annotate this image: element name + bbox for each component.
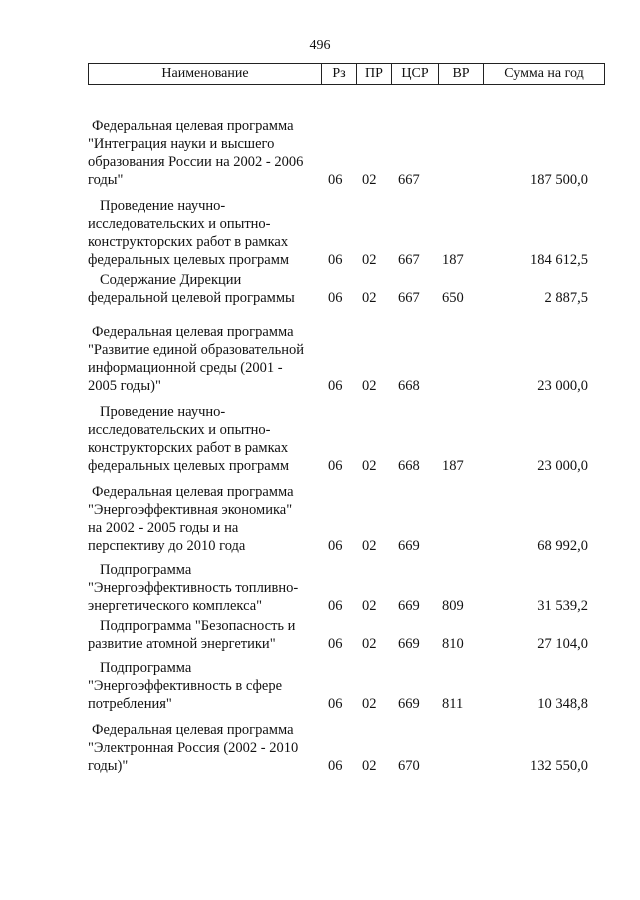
row-name-line: исследовательских и опытно- [88,216,271,232]
row-name [88,659,340,713]
row-pr: 02 [362,758,377,774]
page-number: 496 [309,38,331,53]
row-name-line: Федеральная целевая программа [92,484,294,500]
row-pr: 02 [362,538,377,554]
row-name-line: образования России на 2002 - 2006 [88,154,304,170]
row-pr: 02 [362,252,377,268]
row-sum: 31 539,2 [537,598,588,614]
row-pr: 02 [362,696,377,712]
row-name [88,617,340,653]
row-csr: 668 [398,458,420,474]
row-name [88,561,340,615]
row-rz: 06 [328,252,343,268]
row-rz: 06 [328,696,343,712]
row-sum: 187 500,0 [530,172,588,188]
row-pr: 02 [362,172,377,188]
row-sum: 27 104,0 [537,636,588,652]
row-name-line: Подпрограмма "Безопасность и [100,618,296,634]
row-rz: 06 [328,758,343,774]
row-csr: 669 [398,636,420,652]
header-csr: ЦСР [392,64,439,85]
row-name-line: Федеральная целевая программа [92,118,294,134]
row-name-line: федеральной целевой программы [88,290,295,306]
row-name-line: "Электронная Россия (2002 - 2010 [88,740,299,756]
row-vr: 809 [442,598,464,614]
row-rz: 06 [328,172,343,188]
row-rz: 06 [328,598,343,614]
row-pr: 02 [362,378,377,394]
row-name-line: конструкторских работ в рамках [88,234,289,250]
row-name-line: энергетического комплекса" [88,598,263,614]
row-name [88,323,332,395]
row-name-line: Проведение научно- [100,404,226,420]
row-name [88,483,332,555]
row-sum: 184 612,5 [530,252,588,268]
header-rz: Рз [322,64,357,85]
row-sum: 68 992,0 [537,538,588,554]
row-sum: 23 000,0 [537,378,588,394]
row-sum: 23 000,0 [537,458,588,474]
row-name [88,403,340,475]
row-name-line: Содержание Дирекции [100,272,242,288]
row-rz: 06 [328,458,343,474]
row-name-line: Федеральная целевая программа [92,722,294,738]
row-csr: 669 [398,538,420,554]
row-name-line: федеральных целевых программ [88,252,290,268]
row-name-line: Подпрограмма [100,562,192,578]
row-sum: 132 550,0 [530,758,588,774]
row-csr: 668 [398,378,420,394]
row-sum: 2 887,5 [544,290,588,306]
row-name-line: 2005 годы)" [88,378,161,394]
row-name-line: информационной среды (2001 - [88,360,283,376]
row-name-line: федеральных целевых программ [88,458,290,474]
row-name-line: годы" [88,172,124,188]
row-rz: 06 [328,636,343,652]
row-csr: 669 [398,696,420,712]
row-pr: 02 [362,598,377,614]
row-name [88,197,340,269]
row-name-line: Федеральная целевая программа [92,324,294,340]
row-name-line: "Развитие единой образовательной [88,342,304,358]
row-name-line: "Энергоэффективность топливно- [88,580,299,596]
row-pr: 02 [362,458,377,474]
row-sum: 10 348,8 [537,696,588,712]
header-pr: ПР [357,64,392,85]
row-name-line: Проведение научно- [100,198,226,214]
row-rz: 06 [328,538,343,554]
row-name-line: исследовательских и опытно- [88,422,271,438]
row-name-line: "Интеграция науки и высшего [88,136,275,152]
row-name-line: на 2002 - 2005 годы и на [88,520,239,536]
row-name-line: годы)" [88,758,129,774]
row-csr: 670 [398,758,420,774]
header-sum: Сумма на год [484,64,605,85]
row-name [88,117,332,189]
header-vr: ВР [439,64,484,85]
row-rz: 06 [328,290,343,306]
row-vr: 650 [442,290,464,306]
row-csr: 669 [398,598,420,614]
row-name-line: потребления" [88,696,172,712]
row-rz: 06 [328,378,343,394]
row-csr: 667 [398,290,420,306]
row-name-line: конструкторских работ в рамках [88,440,289,456]
row-vr: 187 [442,252,464,268]
row-vr: 187 [442,458,464,474]
row-name [88,271,340,307]
row-name-line: "Энергоэффективная экономика" [88,502,293,518]
row-csr: 667 [398,172,420,188]
row-name-line: развитие атомной энергетики" [88,636,276,652]
row-name [88,721,332,775]
row-csr: 667 [398,252,420,268]
row-vr: 810 [442,636,464,652]
row-pr: 02 [362,636,377,652]
row-name-line: "Энергоэффективность в сфере [88,678,283,694]
row-vr: 811 [442,696,464,712]
row-pr: 02 [362,290,377,306]
header-name: Наименование [89,64,322,85]
row-name-line: перспективу до 2010 года [88,538,246,554]
row-name-line: Подпрограмма [100,660,192,676]
